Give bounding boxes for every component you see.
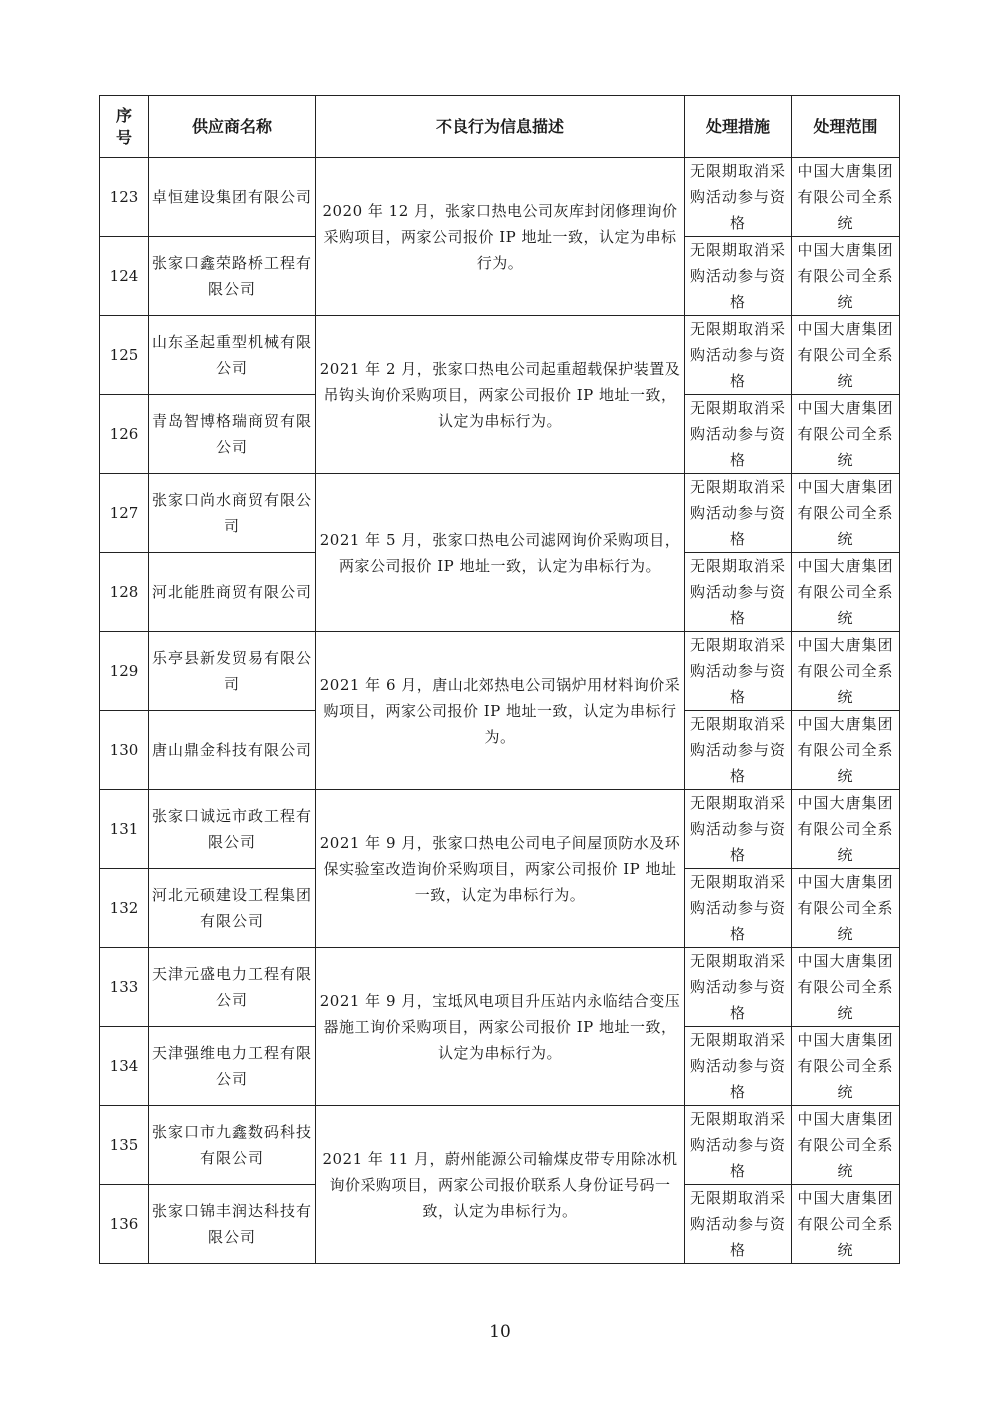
row-index: 129 bbox=[100, 632, 149, 711]
page-number: 10 bbox=[489, 1322, 511, 1342]
penalty-measure: 无限期取消采购活动参与资格 bbox=[685, 316, 792, 395]
supplier-name: 张家口锦丰润达科技有限公司 bbox=[149, 1185, 316, 1264]
penalty-measure: 无限期取消采购活动参与资格 bbox=[685, 158, 792, 237]
penalty-scope: 中国大唐集团有限公司全系统 bbox=[792, 395, 900, 474]
penalty-measure: 无限期取消采购活动参与资格 bbox=[685, 1027, 792, 1106]
supplier-name: 河北能胜商贸有限公司 bbox=[149, 553, 316, 632]
violation-description: 2021 年 5 月，张家口热电公司滤网询价采购项目，两家公司报价 IP 地址一致，认定为串标行为。 bbox=[316, 474, 685, 632]
penalty-measure: 无限期取消采购活动参与资格 bbox=[685, 790, 792, 869]
row-index: 127 bbox=[100, 474, 149, 553]
penalty-measure: 无限期取消采购活动参与资格 bbox=[685, 1185, 792, 1264]
penalty-scope: 中国大唐集团有限公司全系统 bbox=[792, 1027, 900, 1106]
penalty-measure: 无限期取消采购活动参与资格 bbox=[685, 237, 792, 316]
supplier-name: 张家口尚水商贸有限公司 bbox=[149, 474, 316, 553]
row-index: 135 bbox=[100, 1106, 149, 1185]
violation-description: 2021 年 11 月，蔚州能源公司输煤皮带专用除冰机询价采购项目，两家公司报价联系人身份证号码一致，认定为串标行为。 bbox=[316, 1106, 685, 1264]
supplier-name: 天津元盛电力工程有限公司 bbox=[149, 948, 316, 1027]
table-body bbox=[100, 96, 900, 1264]
penalty-scope: 中国大唐集团有限公司全系统 bbox=[792, 158, 900, 237]
row-index: 124 bbox=[100, 237, 149, 316]
violation-description: 2021 年 6 月，唐山北郊热电公司锅炉用材料询价采购项目，两家公司报价 IP 地址一致，认定为串标行为。 bbox=[316, 632, 685, 790]
penalty-measure: 无限期取消采购活动参与资格 bbox=[685, 553, 792, 632]
table-row bbox=[100, 790, 900, 869]
penalty-scope: 中国大唐集团有限公司全系统 bbox=[792, 1106, 900, 1185]
supplier-name: 天津强维电力工程有限公司 bbox=[149, 1027, 316, 1106]
row-index: 123 bbox=[100, 158, 149, 237]
table-row bbox=[100, 632, 900, 711]
header-measure: 处理措施 bbox=[685, 96, 792, 158]
header-description: 不良行为信息描述 bbox=[316, 96, 685, 158]
bad-behavior-table bbox=[99, 95, 900, 1264]
supplier-name: 张家口诚远市政工程有限公司 bbox=[149, 790, 316, 869]
supplier-name: 卓恒建设集团有限公司 bbox=[149, 158, 316, 237]
violation-description: 2020 年 12 月，张家口热电公司灰库封闭修理询价采购项目，两家公司报价 IP 地址一致，认定为串标行为。 bbox=[316, 158, 685, 316]
row-index: 134 bbox=[100, 1027, 149, 1106]
row-index: 131 bbox=[100, 790, 149, 869]
penalty-scope: 中国大唐集团有限公司全系统 bbox=[792, 553, 900, 632]
supplier-name: 山东圣起重型机械有限公司 bbox=[149, 316, 316, 395]
supplier-name: 青岛智博格瑞商贸有限公司 bbox=[149, 395, 316, 474]
row-index: 136 bbox=[100, 1185, 149, 1264]
table-header-row bbox=[100, 96, 900, 158]
penalty-scope: 中国大唐集团有限公司全系统 bbox=[792, 1185, 900, 1264]
penalty-scope: 中国大唐集团有限公司全系统 bbox=[792, 237, 900, 316]
penalty-measure: 无限期取消采购活动参与资格 bbox=[685, 395, 792, 474]
penalty-measure: 无限期取消采购活动参与资格 bbox=[685, 632, 792, 711]
penalty-measure: 无限期取消采购活动参与资格 bbox=[685, 869, 792, 948]
penalty-scope: 中国大唐集团有限公司全系统 bbox=[792, 632, 900, 711]
supplier-name: 乐亭县新发贸易有限公司 bbox=[149, 632, 316, 711]
row-index: 133 bbox=[100, 948, 149, 1027]
penalty-scope: 中国大唐集团有限公司全系统 bbox=[792, 711, 900, 790]
table-row bbox=[100, 474, 900, 553]
penalty-scope: 中国大唐集团有限公司全系统 bbox=[792, 474, 900, 553]
penalty-scope: 中国大唐集团有限公司全系统 bbox=[792, 869, 900, 948]
table-row bbox=[100, 1106, 900, 1185]
penalty-scope: 中国大唐集团有限公司全系统 bbox=[792, 790, 900, 869]
supplier-name: 河北元硕建设工程集团有限公司 bbox=[149, 869, 316, 948]
penalty-scope: 中国大唐集团有限公司全系统 bbox=[792, 948, 900, 1027]
supplier-name: 唐山鼎金科技有限公司 bbox=[149, 711, 316, 790]
violation-description: 2021 年 9 月，宝坻风电项目升压站内永临结合变压器施工询价采购项目，两家公司报价 IP 地址一致，认定为串标行为。 bbox=[316, 948, 685, 1106]
header-index: 序号 bbox=[100, 96, 149, 158]
table-row bbox=[100, 948, 900, 1027]
violation-description: 2021 年 2 月，张家口热电公司起重超载保护装置及吊钩头询价采购项目，两家公司报价 IP 地址一致，认定为串标行为。 bbox=[316, 316, 685, 474]
table-row bbox=[100, 158, 900, 237]
row-index: 130 bbox=[100, 711, 149, 790]
penalty-measure: 无限期取消采购活动参与资格 bbox=[685, 711, 792, 790]
table-row bbox=[100, 316, 900, 395]
row-index: 132 bbox=[100, 869, 149, 948]
penalty-measure: 无限期取消采购活动参与资格 bbox=[685, 1106, 792, 1185]
violation-description: 2021 年 9 月，张家口热电公司电子间屋顶防水及环保实验室改造询价采购项目，两家公司报价 IP 地址一致，认定为串标行为。 bbox=[316, 790, 685, 948]
penalty-scope: 中国大唐集团有限公司全系统 bbox=[792, 316, 900, 395]
penalty-measure: 无限期取消采购活动参与资格 bbox=[685, 474, 792, 553]
penalty-measure: 无限期取消采购活动参与资格 bbox=[685, 948, 792, 1027]
header-scope: 处理范围 bbox=[792, 96, 900, 158]
row-index: 126 bbox=[100, 395, 149, 474]
row-index: 128 bbox=[100, 553, 149, 632]
supplier-name: 张家口市九鑫数码科技有限公司 bbox=[149, 1106, 316, 1185]
supplier-name: 张家口鑫荣路桥工程有限公司 bbox=[149, 237, 316, 316]
row-index: 125 bbox=[100, 316, 149, 395]
header-supplier: 供应商名称 bbox=[149, 96, 316, 158]
